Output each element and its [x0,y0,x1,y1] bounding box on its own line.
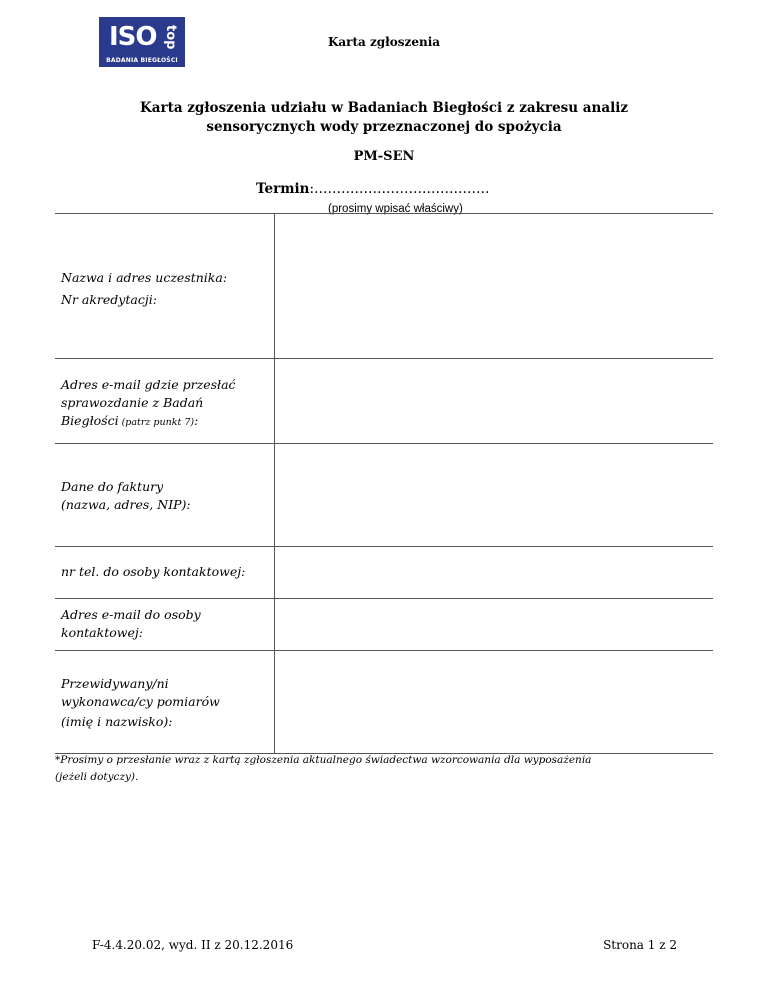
form-row-invoice [55,444,713,547]
report-email-label-line-3 [61,412,266,432]
page-number: Strona 1 z 2 [603,938,677,952]
form-row-contact-email [55,599,713,651]
performer-label [61,675,266,731]
contact-email-label-line-2: kontaktowej: [61,625,143,640]
report-email-label-ref: (patrz punkt 7) [118,417,195,428]
performer-label-line-3: (imię i nazwisko): [61,714,173,729]
invoice-label [61,478,266,514]
invoice-input-cell[interactable] [277,444,713,546]
termin-field[interactable]: :………………………………… [309,181,490,197]
title-line-2: sensorycznych wody przeznaczonej do spożycia [206,119,562,135]
performer-label-line-2: wykonawca/cy pomiarów [61,694,220,709]
form-row-participant [55,214,713,359]
report-email-label [61,376,266,432]
page-header: Karta zgłoszenia [327,35,441,49]
performer-input-cell[interactable] [277,651,713,753]
footnote [55,752,713,786]
performer-label-line-1: Przewidywany/ni [61,676,169,691]
logo-main-text: ISO [109,22,157,52]
participant-input-cell[interactable] [277,214,713,358]
termin-label: Termin [256,181,310,197]
phone-label [61,563,266,581]
footnote-line-2: (jeżeli dotyczy). [55,771,139,783]
termin-line [256,181,490,197]
form-row-performer [55,651,713,753]
form-row-report-email [55,359,713,444]
form-row-phone [55,547,713,599]
report-email-label-line-1: Adres e-mail gdzie przesłać [61,377,236,392]
application-form-table [55,213,713,754]
invoice-label-line-2: (nazwa, adres, NIP): [61,497,191,512]
phone-input-cell[interactable] [277,547,713,598]
report-email-input-cell[interactable] [277,359,713,443]
contact-email-label [61,606,266,642]
document-title [60,99,708,137]
report-email-label-colon: : [194,413,199,428]
title-line-1: Karta zgłoszenia udziału w Badaniach Biegłości z zakresu analiz [139,100,629,116]
accreditation-label: Nr akredytacji: [61,292,157,307]
document-reference: F-4.4.20.02, wyd. II z 20.12.2016 [92,938,294,952]
invoice-label-line-1: Dane do faktury [61,479,164,494]
phone-label-line-1: nr tel. do osoby kontaktowej: [61,564,246,579]
report-email-label-line-2: sprawozdanie z Badań [61,395,204,410]
contact-email-input-cell[interactable] [277,599,713,650]
program-code: PM-SEN [353,149,415,164]
report-email-label-line-3-text: Biegłości [61,413,119,428]
footnote-line-1: *Prosimy o przesłanie wraz z kartą zgłoszenia aktualnego świadectwa wzorcowania dla wyposażenia [55,754,592,766]
participant-label [61,269,266,309]
logo-subtitle: BADANIA BIEGŁOŚCI [106,57,178,64]
participant-label-line-1: Nazwa i adres uczestnika: [61,270,228,285]
contact-email-label-line-1: Adres e-mail do osoby [61,607,201,622]
termin-hint: (prosimy wpisać właściwy) [328,203,463,215]
logo-top-text: top [163,25,178,50]
